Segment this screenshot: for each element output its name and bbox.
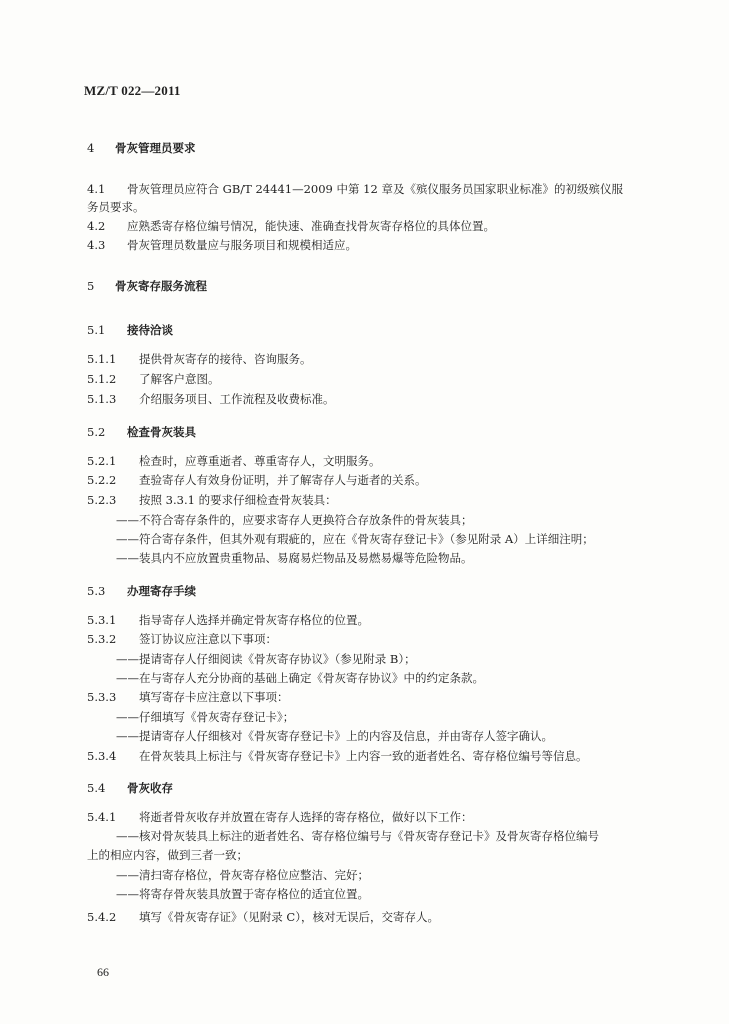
clause — [87, 908, 689, 926]
clause-number: 5.3.1 — [87, 613, 117, 627]
clause — [87, 688, 689, 706]
page-number: 66 — [97, 965, 109, 979]
clause-text: 骨灰管理员应符合 GB/T 24441—2009 中第 12 章及《殡仪服务员国家职业标准》的初级殡仪服 — [127, 182, 623, 196]
clause — [87, 452, 689, 470]
continued-text: 务员要求。 — [87, 200, 145, 214]
section-heading — [87, 321, 689, 339]
clause — [87, 747, 689, 765]
clause-number: 4.2 — [87, 219, 106, 233]
clause — [87, 236, 689, 254]
clause-text: 骨灰管理员数量应与服务项目和规模相适应。 — [127, 238, 357, 252]
section-heading — [87, 277, 689, 295]
clause-text: 应熟悉寄存格位编号情况，能快速、准确查找骨灰寄存格位的具体位置。 — [127, 219, 495, 233]
standard-code-header: MZ/T 022—2011 — [84, 83, 181, 98]
clause-text: 检查时，应尊重逝者、尊重寄存人，文明服务。 — [139, 454, 381, 468]
clause-number: 4 — [87, 141, 95, 155]
clause-text: 填写《骨灰寄存证》（见附录 C），核对无误后，交寄存人。 — [139, 910, 439, 924]
clause-number: 5.3.4 — [87, 749, 117, 763]
clause-text: 提供骨灰寄存的接待、咨询服务。 — [139, 352, 312, 366]
list-item: ——提请寄存人仔细阅读《骨灰寄存协议》（参见附录 B）； — [116, 652, 416, 666]
list-item: ——核对骨灰装具上标注的逝者姓名、寄存格位编号与《骨灰寄存登记卡》及骨灰寄存格位编号 — [116, 829, 599, 843]
section-title: 接待洽谈 — [127, 323, 173, 337]
clause — [87, 217, 689, 235]
clause-text: 介绍服务项目、工作流程及收费标准。 — [139, 392, 335, 406]
clause — [87, 390, 689, 408]
clause — [87, 180, 689, 198]
list-item: ——符合寄存条件，但其外观有瑕疵的，应在《骨灰寄存登记卡》（参见附录 A）上详细注明； — [116, 532, 594, 546]
continued-text: 上的相应内容，做到三者一致； — [87, 848, 248, 862]
section-title: 检查骨灰装具 — [127, 425, 196, 439]
clause — [87, 491, 689, 509]
section-title: 办理寄存手续 — [127, 584, 196, 598]
clause — [87, 630, 689, 648]
clause-number: 5.4.1 — [87, 810, 117, 824]
list-item: ——将寄存骨灰装具放置于寄存格位的适宜位置。 — [116, 887, 369, 901]
clause-text: 指导寄存人选择并确定骨灰寄存格位的位置。 — [139, 613, 369, 627]
clause-text: 查验寄存人有效身份证明，并了解寄存人与逝者的关系。 — [139, 473, 427, 487]
clause — [87, 350, 689, 368]
clause-number: 5.1.1 — [87, 352, 117, 366]
clause — [87, 370, 689, 388]
clause-number: 5.1.2 — [87, 372, 117, 386]
clause — [87, 808, 689, 826]
clause-number: 5.3.3 — [87, 690, 117, 704]
clause-text: 按照 3.3.1 的要求仔细检查骨灰装具： — [139, 493, 337, 507]
section-heading — [87, 423, 689, 441]
clause-text: 了解客户意图。 — [139, 372, 220, 386]
clause-text: 在骨灰装具上标注与《骨灰寄存登记卡》上内容一致的逝者姓名、寄存格位编号等信息。 — [139, 749, 588, 763]
section-heading — [87, 582, 689, 600]
clause-number: 5.2.3 — [87, 493, 117, 507]
clause-number: 5.3.2 — [87, 632, 117, 646]
list-item: ——仔细填写《骨灰寄存登记卡》； — [116, 710, 295, 724]
clause-number: 4.1 — [87, 182, 106, 196]
clause-number: 5.2.1 — [87, 454, 117, 468]
clause-text: 填写寄存卡应注意以下事项： — [139, 690, 289, 704]
clause-text: 将逝者骨灰收存并放置在寄存人选择的寄存格位，做好以下工作： — [139, 810, 473, 824]
clause-number: 5.4.2 — [87, 910, 117, 924]
clause-number: 5.2 — [87, 425, 106, 439]
clause-text: 签订协议应注意以下事项： — [139, 632, 277, 646]
clause-number: 5.2.2 — [87, 473, 117, 487]
clause-number: 5 — [87, 279, 95, 293]
clause-number: 5.3 — [87, 584, 106, 598]
clause-number: 4.3 — [87, 238, 106, 252]
list-item: ——清扫寄存格位，骨灰寄存格位应整洁、完好； — [116, 868, 369, 882]
section-title: 骨灰寄存服务流程 — [115, 279, 207, 293]
clause-number: 5.4 — [87, 781, 106, 795]
clause-number: 5.1 — [87, 323, 106, 337]
section-title: 骨灰收存 — [127, 781, 173, 795]
list-item: ——提请寄存人仔细核对《骨灰寄存登记卡》上的内容及信息，并由寄存人签字确认。 — [116, 729, 553, 743]
section-heading — [87, 779, 689, 797]
section-heading — [87, 139, 689, 157]
list-item: ——装具内不应放置贵重物品、易腐易烂物品及易燃易爆等危险物品。 — [116, 551, 473, 565]
clause-number: 5.1.3 — [87, 392, 117, 406]
clause — [87, 611, 689, 629]
list-item: ——不符合寄存条件的，应要求寄存人更换符合存放条件的骨灰装具； — [116, 513, 473, 527]
list-item: ——在与寄存人充分协商的基础上确定《骨灰寄存协议》中的约定条款。 — [116, 671, 484, 685]
section-title: 骨灰管理员要求 — [115, 141, 196, 155]
clause — [87, 471, 689, 489]
